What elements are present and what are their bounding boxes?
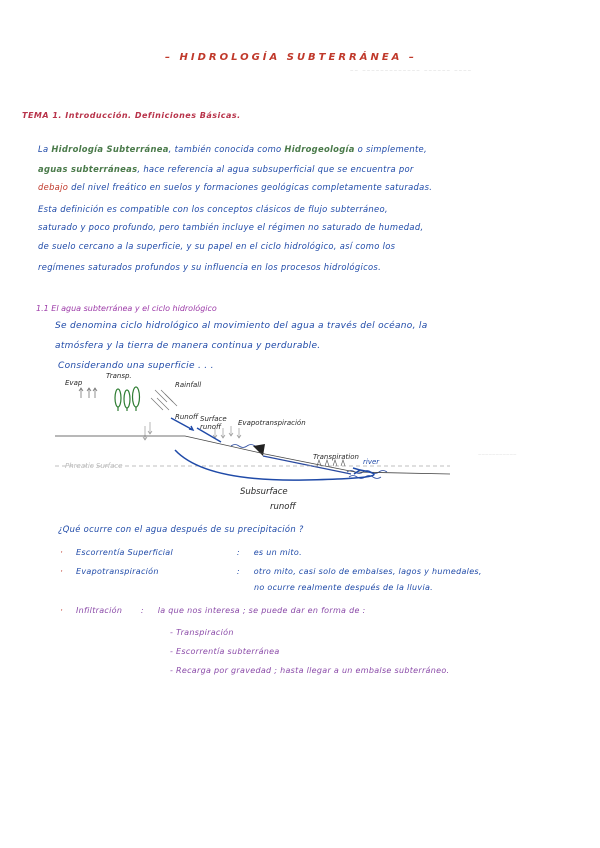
diagram-drawing <box>55 362 450 522</box>
section-line-1: Se denomina ciclo hidrológico al movimiento del agua a través del océano, la <box>55 321 428 331</box>
item-label: Infiltración <box>76 606 123 615</box>
text: o simplemente, <box>357 144 427 154</box>
page-title: – HIDROLOGÍA SUBTERRÁNEA – <box>165 52 417 63</box>
label-phreatic: Phreatic Surface <box>65 462 123 470</box>
bleed-through-text: –– ––––––––––––– –––––– –––– <box>350 66 473 74</box>
rain-icon <box>151 390 177 410</box>
label-river: river <box>363 458 380 466</box>
sub-item-recarga: - Recarga por gravedad ; hasta llegar a un embalse subterráneo. <box>170 666 450 675</box>
item-text: es un mito. <box>253 548 302 557</box>
label-subsurface-1: Subsurface <box>240 487 288 497</box>
sub-item-escorrentia: - Escorrentía subterránea <box>170 647 280 656</box>
highlight-hidrogeologia: Hidrogeología <box>284 144 355 154</box>
item-sep: : <box>140 606 144 615</box>
intro-line-6: de suelo cercano a la superficie, y su papel en el ciclo hidrológico, así como los <box>38 241 396 251</box>
intro-line-1 <box>38 144 427 154</box>
label-evap: Evap <box>65 379 83 387</box>
highlight-aguas: aguas subterráneas <box>38 164 138 174</box>
label-surface-runoff-2: runoff <box>200 423 222 431</box>
label-rainfall: Rainfall <box>175 381 202 389</box>
bullet: · <box>60 548 64 558</box>
label-surface-runoff-1: Surface <box>200 415 227 423</box>
item-sep: : <box>236 548 240 557</box>
section-line-2: atmósfera y la tierra de manera continua y perdurable. <box>55 341 321 351</box>
tema-label: TEMA 1. <box>22 111 62 120</box>
section-heading: 1.1 El agua subterránea y el ciclo hidrológico <box>36 304 217 313</box>
text: del nivel freático en suelos y formaciones geológicas completamente saturadas. <box>71 182 433 192</box>
text: La <box>38 144 49 154</box>
intro-line-2 <box>38 164 414 174</box>
item-escorrentia <box>60 548 302 558</box>
tema-heading <box>22 111 241 120</box>
item-label: Evapotranspiración <box>76 567 159 576</box>
intro-line-3 <box>38 182 432 192</box>
bleed-through-right: ––––––––––– <box>478 450 517 458</box>
intro-line-7: regímenes saturados profundos y su influencia en los procesos hidrológicos. <box>38 262 382 272</box>
section-line-3: Considerando una superficie . . . <box>58 361 214 371</box>
label-subsurface-2: runoff <box>270 502 296 512</box>
highlight-debajo: debajo <box>38 182 69 192</box>
item-evapotranspiracion <box>60 567 482 577</box>
label-evapotranspiracion: Evapotranspiración <box>238 419 306 427</box>
hydrologic-cycle-diagram <box>55 362 450 522</box>
text: , hace referencia al agua subsuperficial que se encuentra por <box>137 164 414 174</box>
label-transpiration: Transpiration <box>313 453 359 461</box>
intro-line-4: Esta definición es compatible con los conceptos clásicos de flujo subterráneo, <box>38 204 388 214</box>
bullet: · <box>60 606 64 616</box>
item-infiltracion <box>60 606 366 616</box>
item-evapotranspiracion-cont: no ocurre realmente después de la lluvia. <box>254 583 434 592</box>
item-sep: : <box>236 567 240 576</box>
text: , también conocida como <box>168 144 282 154</box>
question: ¿Qué ocurre con el agua después de su precipitación ? <box>58 524 304 534</box>
item-label: Escorrentía Superficial <box>76 548 174 557</box>
label-transp: Transp. <box>106 372 132 380</box>
item-text: otro mito, casi solo de embalses, lagos y humedales, <box>253 567 482 576</box>
evap-arrows-icon <box>79 388 97 398</box>
label-runoff: Runoff <box>175 413 199 421</box>
highlight-hidrologia: Hidrología Subterránea <box>51 144 169 154</box>
item-text: la que nos interesa ; se puede dar en forma de : <box>157 606 366 615</box>
bullet: · <box>60 567 64 577</box>
sub-item-transpiracion: - Transpiración <box>170 628 234 637</box>
trees-icon <box>115 387 140 411</box>
tema-text: Introducción. Definiciones Básicas. <box>65 111 241 120</box>
cliff-icon <box>253 444 265 456</box>
intro-line-5: saturado y poco profundo, pero también incluye el régimen no saturado de humedad, <box>38 222 424 232</box>
